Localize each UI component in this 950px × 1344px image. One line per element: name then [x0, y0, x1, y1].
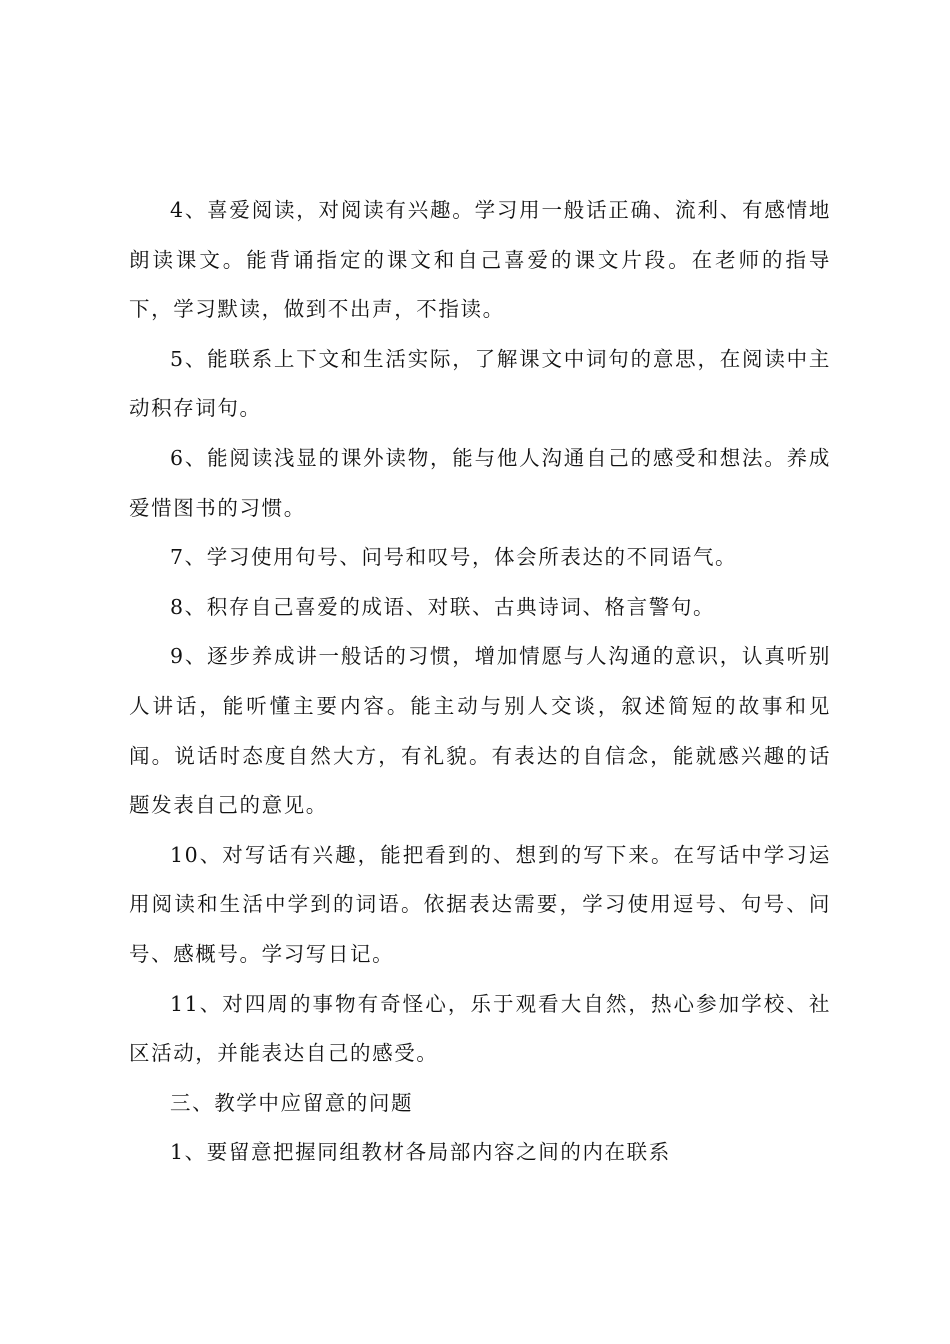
- paragraph-item-6: 6、能阅读浅显的课外读物，能与他人沟通自己的感受和想法。养成爱惜图书的习惯。: [129, 445, 831, 520]
- paragraph-item-1: 1、要留意把握同组教材各局部内容之间的内在联系: [170, 1140, 671, 1165]
- paragraph-item-4: 4、喜爱阅读，对阅读有兴趣。学习用一般话正确、流利、有感情地朗读课文。能背诵指定的课文和自己喜爱的课文片段。在老师的指导下，学习默读，做到不出声，不指读。: [129, 198, 831, 322]
- paragraph-item-10: 10、对写话有兴趣，能把看到的、想到的写下来。在写话中学习运用阅读和生活中学到的词语。依据表达需要，学习使用逗号、句号、问号、感概号。学习写日记。: [129, 842, 831, 966]
- paragraph-item-7: 7、学习使用句号、问号和叹号，体会所表达的不同语气。: [170, 545, 738, 570]
- paragraph-item-9: 9、逐步养成讲一般话的习惯，增加情愿与人沟通的意识，认真听别人讲话，能听懂主要内容。能主动与别人交谈，叙述简短的故事和见闻。说话时态度自然大方，有礼貌。有表达的自信念，能就感兴趣的话题发表自己的意见。: [129, 644, 831, 818]
- paragraph-item-8: 8、积存自己喜爱的成语、对联、古典诗词、格言警句。: [170, 594, 716, 619]
- document-body: [129, 186, 831, 1178]
- section-heading: 三、教学中应留意的问题: [170, 1090, 414, 1115]
- paragraph-item-5: 5、能联系上下文和生活实际，了解课文中词句的意思，在阅读中主动积存词句。: [129, 346, 831, 421]
- paragraph-item-11: 11、对四周的事物有奇怪心，乐于观看大自然，热心参加学校、社区活动，并能表达自己的感受。: [129, 991, 831, 1066]
